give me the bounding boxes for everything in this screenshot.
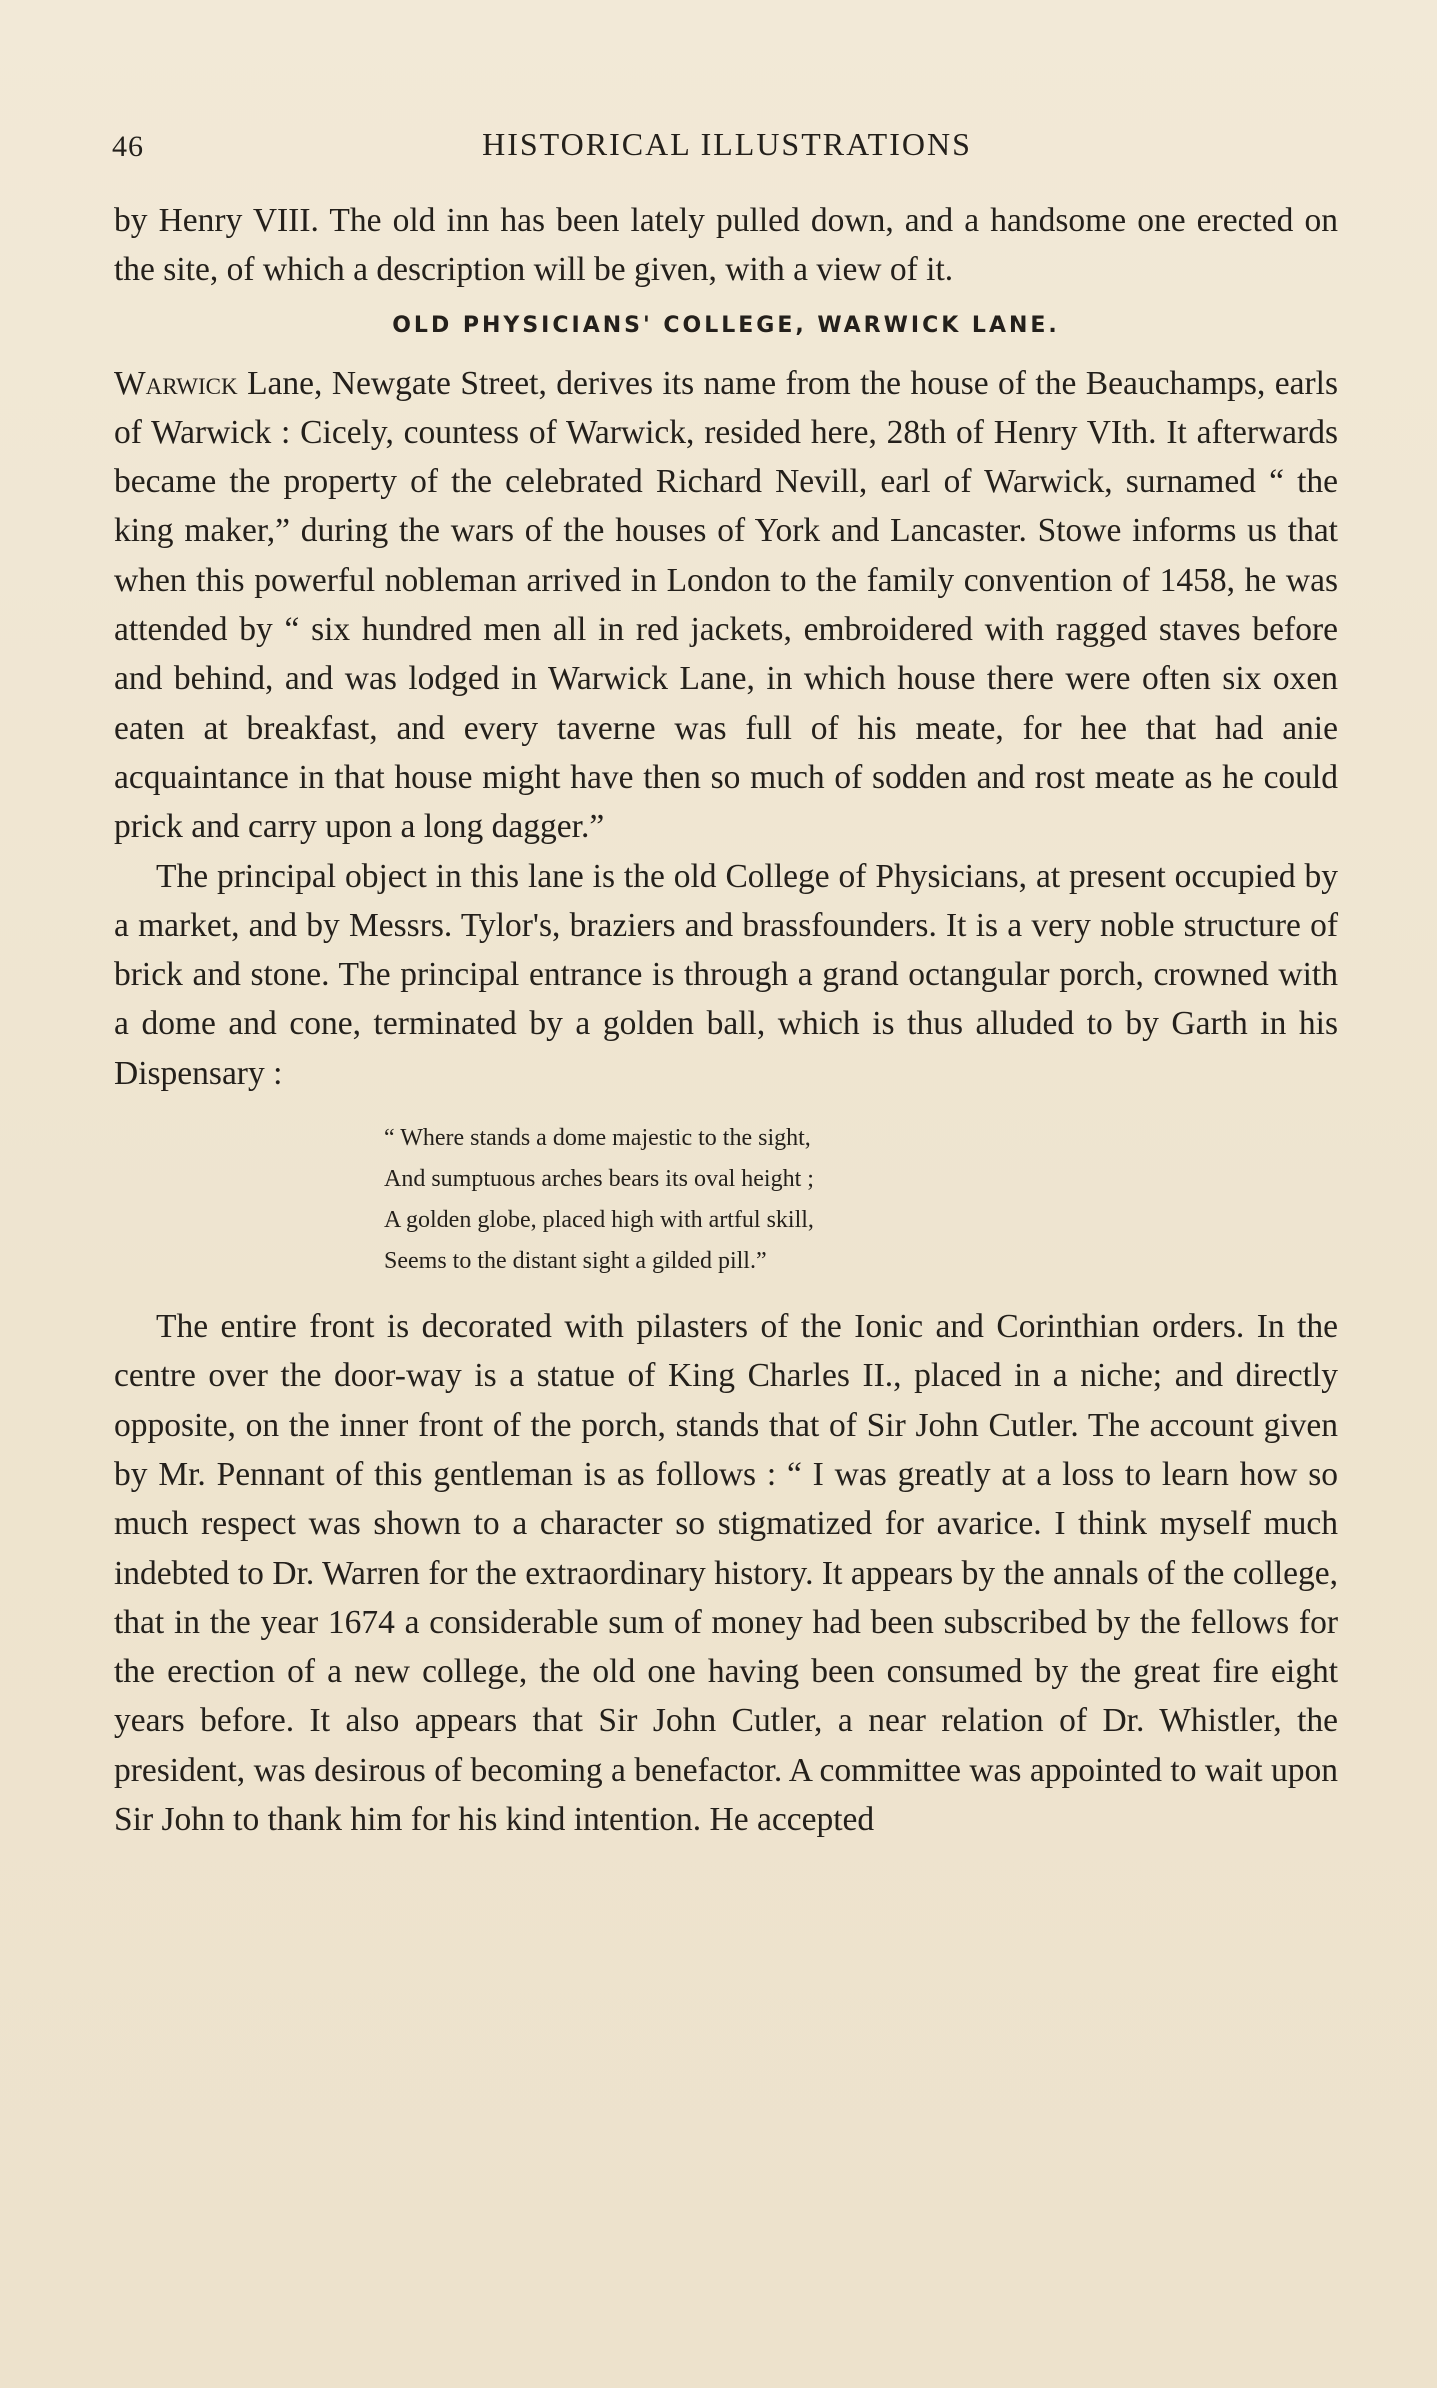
continued-paragraph: by Henry VIII. The old inn has been lately pulled down, and a handsome one erected on the site, of which a description will be given, with a view of it. [114,202,1338,289]
lead-word: Warwick [114,364,238,402]
section-paragraph-1 [114,359,1338,852]
page-number: 46 [112,130,144,163]
verse-quotation [384,1118,1338,1282]
section-heading: OLD PHYSICIANS' COLLEGE, WARWICK LANE. [392,312,1060,338]
verse-line: “ Where stands a dome majestic to the sight, [384,1125,811,1152]
section-paragraph-3: The entire front is decorated with pilasters of the Ionic and Corinthian orders. In the centre over the door-way is a statue of King Charles II., placed in a niche; and directly opposite, on the inner front of the porch, stands that of Sir John Cutler. The account given by Mr. Pennant of this gentleman is as follows : “ I was greatly at a loss to learn how so much respect was shown to a character so stigmatized for avarice. I think myself much indebted to Dr. Warren for the extraordinary history. It appears by the annals of the college, that in the year 1674 a considerable sum of money had been subscribed by the fellows for the erection of a new college, the old one having been consumed by the great fire eight years before. It also appears that Sir John Cutler, a near relation of Dr. Whistler, the president, was desirous of becoming a benefactor. A committee was appointed to wait upon Sir John to thank him for his kind intention. He accepted [114,1308,1338,1839]
paragraph-1-text: Lane, Newgate Street, derives its name from the house of the Beauchamps, earls of Warwick : Cicely, countess of Warwick, resided here, 28th of Henry VIth. It afterwards became the property of the celebrated Richard Nevill, earl of Warwick, surnamed “ the king maker,” during the wars of the houses of York and Lancaster. Stowe informs us that when this powerful nobleman arrived in London to the family convention of 1458, he was attended by “ six hundred men all in red jackets, embroidered with ragged staves before and behind, and was lodged in Warwick Lane, in which house there were often six oxen eaten at breakfast, and every taverne was full of his meate, for hee that had anie acquaintance in that house might have then so much of sodden and rost meate as he could prick and carry upon a long dagger.” [114,364,1338,846]
verse-line: And sumptuous arches bears its oval height ; [384,1166,814,1193]
page-body [114,196,1338,1844]
section-paragraph-2: The principal object in this lane is the old College of Physicians, at present occupied by a market, and by Messrs. Tylor's, braziers and brassfounders. It is a very noble structure of brick and stone. The principal entrance is through a grand octangular porch, crowned with a dome and cone, terminated by a golden ball, which is thus alluded to by Garth in his Dispensary : [114,857,1338,1092]
verse-line: A golden globe, placed high with artful skill, [384,1207,814,1234]
verse-line: Seems to the distant sight a gilded pill.” [384,1248,767,1275]
page-header [112,122,1342,182]
running-title: HISTORICAL ILLUSTRATIONS [482,126,972,162]
